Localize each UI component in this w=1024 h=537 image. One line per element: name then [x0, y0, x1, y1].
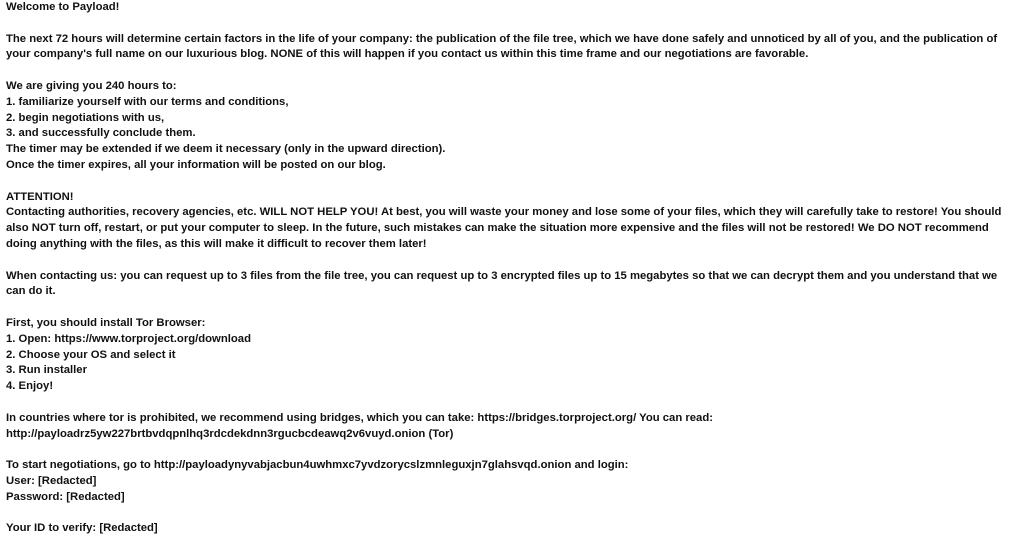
- onion-blog-address: http://payloadrz5yw227brtbvdqpnlhq3rdcdekdnn3rgucbcdeawq2v6vuyd.onion (Tor): [6, 427, 454, 440]
- contact-paragraph: When contacting us: you can request up to 3 files from the file tree, you can request up to 3 encrypted files up to 15 megabytes so that we can decrypt them and you understand that we can do it.: [6, 269, 998, 298]
- spacer: [6, 506, 1018, 522]
- spacer: [6, 300, 1018, 316]
- spacer: [6, 395, 1018, 411]
- spacer: [6, 253, 1018, 269]
- attention-heading: ATTENTION!: [6, 190, 74, 203]
- tor-step-4: 4. Enjoy!: [6, 380, 54, 393]
- terms-heading: We are giving you 240 hours to:: [6, 79, 177, 92]
- login-password: Password: [Redacted]: [6, 490, 125, 503]
- tor-step-2: 2. Choose your OS and select it: [6, 348, 176, 361]
- ransom-note: [6, 0, 1018, 537]
- spacer: [6, 63, 1018, 79]
- greeting: Welcome to Payload!: [6, 1, 120, 13]
- attention-paragraph: Contacting authorities, recovery agencies, etc. WILL NOT HELP YOU! At best, you will waste your money and lose some of your files, which they will carefully take to restore! You should also NOT turn off, restart, or put your computer to sleep. In the future, such mistakes can make the situation more expensive and the files will not be restored! We DO NOT recommend doing anything with the files, as this will make it difficult to recover them later!: [6, 206, 1002, 250]
- timer-extension-note: The timer may be extended if we deem it necessary (only in the upward direction).: [6, 143, 446, 156]
- spacer: [6, 174, 1018, 190]
- spacer: [6, 442, 1018, 458]
- terms-step-2: 2. begin negotiations with us,: [6, 111, 165, 124]
- login-user: User: [Redacted]: [6, 474, 97, 487]
- spacer: [6, 16, 1018, 32]
- verify-id: Your ID to verify: [Redacted]: [6, 522, 158, 535]
- bridges-line: In countries where tor is prohibited, we recommend using bridges, which you can take: https://bridges.torproject.org/ You can read:: [6, 411, 714, 424]
- tor-step-1: 1. Open: https://www.torproject.org/download: [6, 332, 251, 345]
- timer-expiry-note: Once the timer expires, all your information will be posted on our blog.: [6, 158, 386, 171]
- intro-paragraph: The next 72 hours will determine certain factors in the life of your company: the publication of the file tree, which we have done safely and unnoticed by all of you, and the publication of your company's full name on our luxurious blog. NONE of this will happen if you contact us within this time frame and our negotiations are favorable.: [6, 32, 998, 61]
- tor-step-3: 3. Run installer: [6, 364, 87, 377]
- negotiation-line: To start negotiations, go to http://payloadynyvabjacbun4uwhmxc7yvdzorycslzmnleguxjn7glahsvqd.onion and login:: [6, 459, 629, 472]
- tor-heading: First, you should install Tor Browser:: [6, 316, 206, 329]
- terms-step-3: 3. and successfully conclude them.: [6, 127, 196, 140]
- terms-step-1: 1. familiarize yourself with our terms and conditions,: [6, 95, 289, 108]
